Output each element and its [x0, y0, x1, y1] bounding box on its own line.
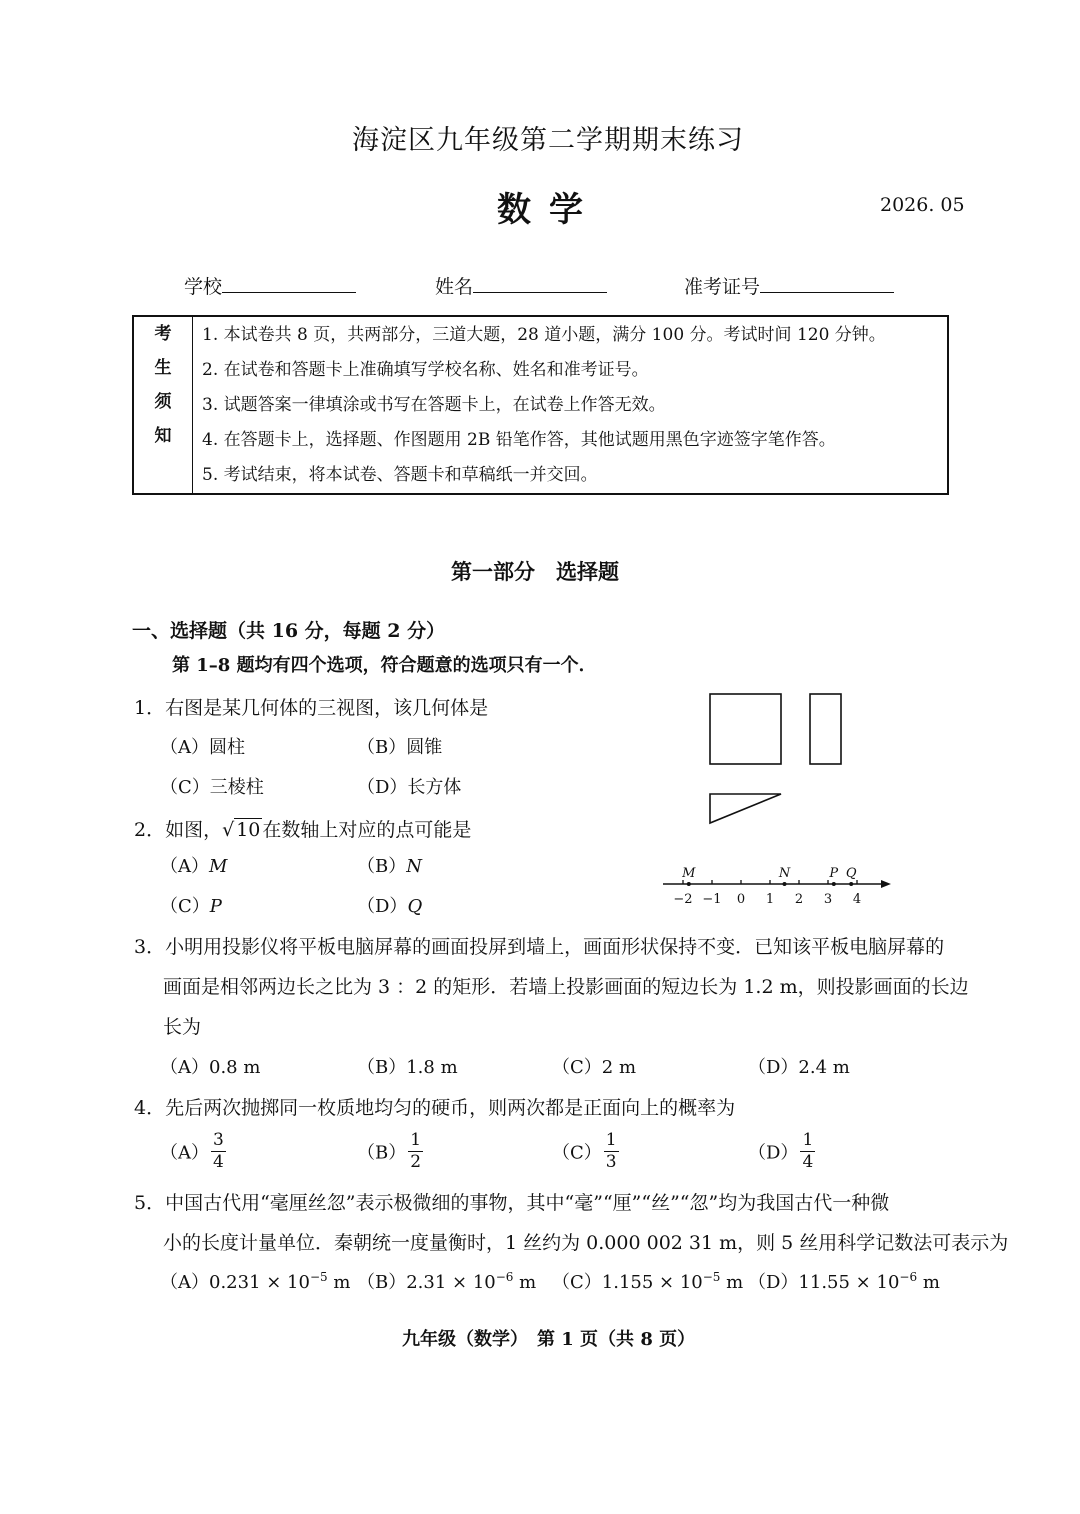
question-3-option-d: （D）2.4 m	[748, 1057, 850, 1078]
question-5-line: 小的长度计量单位．秦朝统一度量衡时，1 丝约为 0.000 002 31 m，则 5 丝用科学记数法可表示为	[163, 1232, 1009, 1254]
number-line-point	[687, 882, 691, 886]
question-3-line: 长为	[163, 1016, 202, 1038]
top-view	[710, 794, 781, 823]
question-3-option-b: （B）1.8 m	[357, 1057, 458, 1078]
question-3-line: 画面是相邻两边长之比为 3 ：2 的矩形．若墙上投影画面的短边长为 1.2 m，则投影画面的长边	[163, 976, 969, 998]
exam-id-label: 准考证号	[684, 276, 761, 298]
question-5-option-a	[160, 1268, 350, 1294]
question-2-prefix: 2．如图，	[134, 819, 223, 841]
exam-date: 2026. 05	[880, 194, 965, 216]
option-letter: Q	[407, 896, 423, 917]
question-1-option-c: （C）三棱柱	[160, 777, 264, 798]
question-2-option-c	[160, 892, 222, 918]
numerator: 1	[605, 1130, 617, 1150]
number-line-point-label: N	[778, 866, 791, 881]
question-2-suffix: 在数轴上对应的点可能是	[262, 819, 472, 841]
school-blank	[222, 274, 356, 293]
question-4-stem: 4．先后两次抛掷同一枚质地均匀的硬币，则两次都是正面向上的概率为	[134, 1097, 736, 1119]
sqrt-radicand: 10	[236, 819, 261, 841]
question-2-option-b	[357, 852, 422, 878]
exam-id-blank	[760, 274, 894, 293]
question-4-option-c	[552, 1132, 619, 1171]
name-label: 姓名	[435, 276, 474, 298]
numerator: 3	[213, 1130, 224, 1150]
option-prefix: （C）	[552, 1142, 602, 1164]
number-line	[655, 858, 900, 910]
option-prefix: （C）	[160, 896, 210, 917]
number-line-tick-label: 1	[765, 892, 775, 907]
part-title: 第一部分 选择题	[451, 559, 619, 584]
question-5-option-c	[552, 1268, 743, 1294]
unit: m	[917, 1272, 940, 1293]
question-4-option-b	[357, 1132, 423, 1171]
number-line-point-label: Q	[845, 866, 857, 881]
number-line-tick-label: 3	[823, 892, 833, 907]
option-text: （A）0.231 × 10	[160, 1272, 310, 1293]
notice-side-char: 生	[154, 358, 172, 378]
front-view	[710, 694, 781, 764]
exponent: −6	[899, 1270, 918, 1284]
number-line-point	[849, 882, 853, 886]
question-2-option-d	[357, 892, 422, 918]
question-3-option-a: （A）0.8 m	[160, 1057, 261, 1078]
fraction	[211, 1132, 226, 1171]
number-line-point	[832, 882, 836, 886]
unit: m	[513, 1272, 537, 1293]
number-line-point-label: P	[829, 866, 839, 881]
denominator: 4	[802, 1152, 814, 1172]
option-letter: M	[209, 856, 228, 877]
exponent: −5	[702, 1270, 721, 1284]
notice-rule: 1. 本试卷共 8 页，共两部分，三道大题，28 道小题，满分 100 分。考试时间 120 分钟。	[202, 325, 886, 345]
fraction	[604, 1132, 619, 1171]
fraction	[800, 1132, 815, 1171]
notice-side-char: 须	[154, 392, 172, 412]
question-4-option-d	[748, 1132, 815, 1171]
three-view-figure	[700, 685, 860, 835]
exam-id-field	[684, 272, 894, 299]
option-text: （B）2.31 × 10	[357, 1272, 496, 1293]
question-1-stem: 1．右图是某几何体的三视图，该几何体是	[134, 697, 489, 719]
exponent: −6	[495, 1270, 514, 1284]
number-line-point-label: M	[682, 866, 696, 881]
side-view	[810, 694, 841, 764]
notice-rule: 5. 考试结束，将本试卷、答题卡和草稿纸一并交回。	[202, 465, 598, 485]
question-1-option-a: （A）圆柱	[160, 737, 245, 758]
unit: m	[720, 1272, 744, 1293]
question-5-line: 5．中国古代用“毫厘丝忽”表示极微细的事物，其中“毫”“厘”“丝”“忽”均为我国古代一种微	[134, 1192, 890, 1214]
notice-box	[132, 315, 949, 495]
question-2-option-a	[160, 852, 227, 878]
denominator: 3	[605, 1152, 617, 1172]
number-line-tick-label: 2	[794, 892, 804, 907]
option-prefix: （A）	[160, 856, 209, 877]
numerator: 1	[802, 1130, 814, 1150]
number-line-point	[783, 882, 787, 886]
page-title: 海淀区九年级第二学期期末练习	[352, 125, 744, 156]
notice-side-char: 考	[154, 324, 172, 344]
notice-side-char: 知	[154, 426, 172, 446]
denominator: 4	[213, 1152, 224, 1172]
question-3-option-c: （C）2 m	[552, 1057, 637, 1078]
number-line-tick-label: 0	[736, 892, 746, 907]
denominator: 2	[410, 1152, 422, 1172]
section-heading: 一、选择题（共 16 分，每题 2 分）	[132, 620, 446, 642]
option-letter: P	[209, 896, 222, 917]
question-1-option-d: （D）长方体	[357, 777, 462, 798]
number-line-arrow	[881, 880, 891, 888]
option-text: （C）1.155 × 10	[552, 1272, 703, 1293]
notice-side-label	[133, 316, 193, 494]
number-line-tick-label: −1	[702, 892, 722, 907]
option-prefix: （B）	[357, 1142, 407, 1164]
exponent: −5	[309, 1270, 328, 1284]
notice-rule: 2. 在试卷和答题卡上准确填写学校名称、姓名和准考证号。	[202, 360, 649, 380]
page-footer: 九年级（数学） 第 1 页（共 8 页）	[402, 1329, 696, 1350]
option-letter: N	[406, 856, 422, 877]
notice-rule: 3. 试题答案一律填涂或书写在答题卡上，在试卷上作答无效。	[202, 395, 666, 415]
school-label: 学校	[184, 276, 223, 298]
section-instruction: 第 1–8 题均有四个选项，符合题意的选项只有一个．	[172, 655, 597, 676]
sqrt-expression: √ 10	[222, 819, 261, 841]
notice-rule: 4. 在答题卡上，选择题、作图题用 2B 铅笔作答，其他试题用黑色字迹签字笔作答。	[202, 430, 836, 450]
question-3-line: 3．小明用投影仪将平板电脑屏幕的画面投屏到墙上，画面形状保持不变．已知该平板电脑屏幕的	[134, 936, 945, 958]
fraction	[408, 1132, 423, 1171]
option-prefix: （D）	[357, 896, 408, 917]
option-prefix: （B）	[357, 856, 407, 877]
unit: m	[327, 1272, 351, 1293]
option-prefix: （A）	[160, 1142, 209, 1164]
number-line-tick-label: 4	[852, 892, 862, 907]
number-line-tick-label: −2	[673, 892, 693, 907]
option-text: （D）11.55 × 10	[748, 1272, 900, 1293]
question-1-option-b: （B）圆锥	[357, 737, 443, 758]
notice-rules	[193, 316, 949, 494]
question-4-option-a	[160, 1132, 226, 1171]
option-prefix: （D）	[748, 1142, 799, 1164]
question-5-option-d	[748, 1268, 940, 1294]
numerator: 1	[410, 1130, 422, 1150]
school-field	[184, 272, 356, 299]
name-field	[435, 272, 607, 299]
name-blank	[473, 274, 607, 293]
question-5-option-b	[357, 1268, 536, 1294]
subject-title: 数学	[497, 190, 601, 230]
question-2-stem	[134, 815, 471, 842]
